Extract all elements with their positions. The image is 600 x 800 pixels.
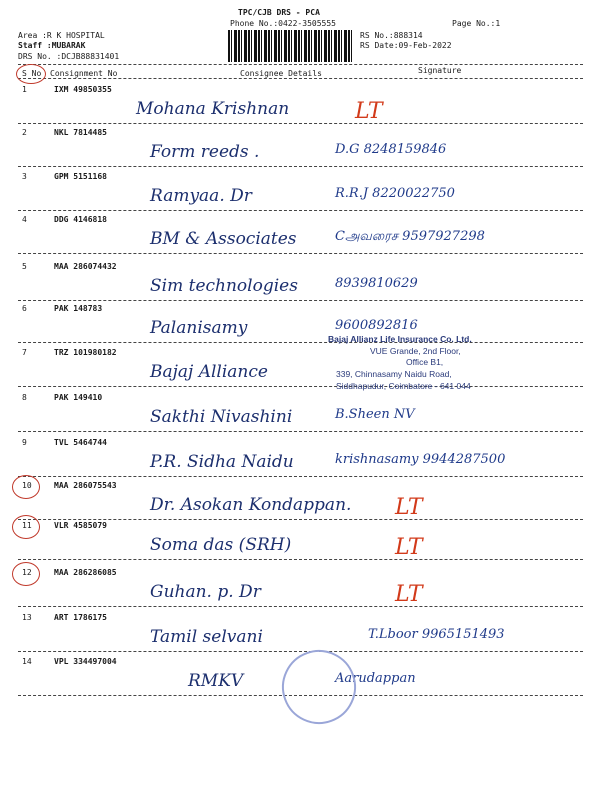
row-consignment-no: VLR 4585079 bbox=[54, 521, 107, 530]
row-consignee-name: Sim technologies bbox=[150, 276, 298, 296]
row-consignee-name: Sakthi Nivashini bbox=[150, 407, 293, 427]
row-sno: 4 bbox=[22, 215, 27, 224]
row-consignee-name: P.R. Sidha Naidu bbox=[150, 452, 294, 472]
row-signature: krishnasamy 9944287500 bbox=[335, 452, 506, 467]
col-sno: S No bbox=[22, 69, 42, 78]
rs-date: RS Date:09-Feb-2022 bbox=[360, 41, 452, 50]
row-consignment-no: PAK 149410 bbox=[54, 393, 103, 402]
row-consignee-name: Ramyaa. Dr bbox=[150, 186, 252, 206]
row-consignee-name: Tamil selvani bbox=[150, 627, 263, 647]
row-divider bbox=[18, 559, 583, 560]
row-divider bbox=[18, 210, 583, 211]
row-signature: Cஅவரைச 9597927298 bbox=[335, 229, 485, 244]
row-consignee-name: Mohana Krishnan bbox=[136, 99, 290, 119]
row-signature: LT bbox=[355, 99, 383, 124]
row-divider bbox=[18, 342, 583, 343]
row-consignment-no: TVL 5464744 bbox=[54, 438, 107, 447]
barcode bbox=[228, 30, 354, 62]
row-consignment-no: VPL 334497004 bbox=[54, 657, 117, 666]
row-sno: 1 bbox=[22, 85, 27, 94]
row-consignment-no: NKL 7814485 bbox=[54, 128, 107, 137]
stamp-line-4: 339, Chinnasamy Naidu Road, bbox=[336, 369, 452, 379]
row-sno: 14 bbox=[22, 657, 32, 666]
row-signature: LT bbox=[395, 535, 423, 560]
row-signature: R.R.J 8220022750 bbox=[335, 186, 455, 201]
row-sno: 7 bbox=[22, 348, 27, 357]
row-divider bbox=[18, 166, 583, 167]
row-signature: 8939810629 bbox=[335, 276, 418, 291]
col-consignment: Consignment No bbox=[50, 69, 118, 78]
row-signature: LT bbox=[395, 495, 423, 520]
row-divider bbox=[18, 651, 583, 652]
row-sno: 6 bbox=[22, 304, 27, 313]
page-number: Page No.:1 bbox=[452, 19, 501, 28]
row-divider bbox=[18, 519, 583, 520]
row-sno-circle-mark bbox=[12, 562, 40, 586]
row-sno: 3 bbox=[22, 172, 27, 181]
row-consignment-no: PAK 148783 bbox=[54, 304, 103, 313]
row-consignee-name: RMKV bbox=[188, 671, 244, 691]
row-consignment-no: ART 1786175 bbox=[54, 613, 107, 622]
row-divider bbox=[18, 476, 583, 477]
row-signature: T.Lboor 9965151493 bbox=[368, 627, 505, 642]
row-divider bbox=[18, 300, 583, 301]
row-signature: 9600892816 bbox=[335, 318, 418, 333]
row-signature: Aarudappan bbox=[335, 671, 416, 686]
row-sno: 11 bbox=[22, 521, 32, 530]
row-sno: 13 bbox=[22, 613, 32, 622]
row-consignment-no: IXM 49850355 bbox=[54, 85, 112, 94]
row-consignment-no: MAA 286074432 bbox=[54, 262, 117, 271]
drs-number: DRS No. :DCJB88831401 bbox=[18, 52, 120, 61]
stamp-line-5: Siddhapudur, Coimbatore - 641 044 bbox=[336, 381, 471, 391]
row-divider bbox=[18, 123, 583, 124]
row-consignee-name: Palanisamy bbox=[150, 318, 248, 338]
row-signature: D.G 8248159846 bbox=[335, 142, 447, 157]
row-consignee-name: Guhan. p. Dr bbox=[150, 582, 261, 602]
row-consignee-name: Dr. Asokan Kondappan. bbox=[150, 495, 352, 515]
row-sno-circle-mark bbox=[12, 475, 40, 499]
rubber-seal bbox=[272, 640, 367, 735]
row-divider bbox=[18, 386, 583, 387]
row-sno: 2 bbox=[22, 128, 27, 137]
stamp-line-2: VUE Grande, 2nd Floor, bbox=[370, 346, 461, 356]
row-consignee-name: BM & Associates bbox=[150, 229, 297, 249]
row-consignment-no: DDG 4146818 bbox=[54, 215, 107, 224]
row-consignment-no: GPM 5151168 bbox=[54, 172, 107, 181]
sno-circle-mark bbox=[16, 64, 46, 84]
columns-divider bbox=[18, 78, 583, 79]
row-consignment-no: MAA 286075543 bbox=[54, 481, 117, 490]
row-divider bbox=[18, 253, 583, 254]
row-divider bbox=[18, 606, 583, 607]
area-label: Area :R K HOSPITAL bbox=[18, 31, 105, 40]
row-divider bbox=[18, 431, 583, 432]
rs-number: RS No.:888314 bbox=[360, 31, 423, 40]
row-sno: 9 bbox=[22, 438, 27, 447]
stamp-line-1: Bajaj Allianz Life Insurance Co. Ltd. bbox=[328, 334, 472, 344]
stamp-line-3: Office B1, bbox=[406, 357, 444, 367]
staff-label: Staff :MUBARAK bbox=[18, 41, 86, 50]
row-sno: 8 bbox=[22, 393, 27, 402]
col-signature: Signature bbox=[418, 66, 462, 75]
document-title: TPC/CJB DRS - PCA bbox=[238, 8, 320, 17]
header-divider bbox=[18, 64, 583, 65]
row-sno-circle-mark bbox=[12, 515, 40, 539]
row-consignee-name: Bajaj Alliance bbox=[150, 362, 268, 382]
col-consignee: Consignee Details bbox=[240, 69, 322, 78]
phone-number: Phone No.:0422-3505555 bbox=[230, 19, 336, 28]
row-sno: 5 bbox=[22, 262, 27, 271]
row-consignment-no: MAA 286286085 bbox=[54, 568, 117, 577]
row-signature: B.Sheen NV bbox=[335, 407, 415, 422]
row-sno: 10 bbox=[22, 481, 32, 490]
row-consignee-name: Form reeds . bbox=[150, 142, 260, 162]
row-consignment-no: TRZ 101980182 bbox=[54, 348, 117, 357]
row-consignee-name: Soma das (SRH) bbox=[150, 535, 292, 555]
row-sno: 12 bbox=[22, 568, 32, 577]
row-signature: LT bbox=[395, 582, 423, 607]
